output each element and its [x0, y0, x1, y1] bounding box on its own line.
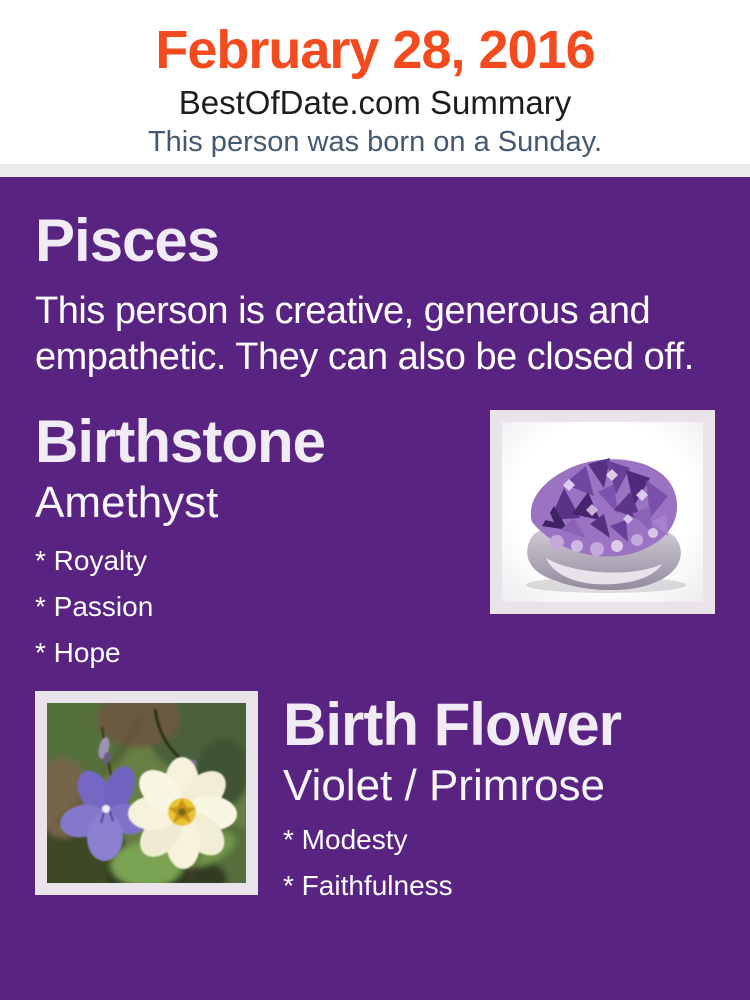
zodiac-description: This person is creative, generous and empathetic. They can also be closed off. — [35, 290, 694, 378]
birth-flower-heading: Birth Flower — [283, 691, 622, 758]
amethyst-crystal-photo — [490, 410, 715, 614]
site-summary-line: BestOfDate.com Summary — [178, 84, 572, 121]
trait-item: * Modesty — [283, 824, 408, 855]
trait-item: * Passion — [35, 591, 154, 622]
birth-flower-traits — [283, 824, 621, 902]
birth-flower-text — [283, 691, 621, 916]
birthstone-heading: Birthstone — [35, 408, 325, 475]
violet-primrose-photo — [35, 691, 258, 895]
weekday-line: This person was born on a Sunday. — [147, 126, 603, 158]
date-title: February 28, 2016 — [155, 20, 595, 80]
birthstone-section — [35, 410, 715, 683]
birth-flower-name: Violet / Primrose — [283, 761, 605, 810]
zodiac-section — [35, 209, 715, 380]
birthstone-name: Amethyst — [35, 478, 219, 527]
trait-item: * Royalty — [35, 545, 148, 576]
trait-item: * Faithfulness — [283, 870, 453, 901]
violet-primrose-illustration — [47, 703, 246, 883]
trait-item: * Hope — [35, 637, 121, 668]
page-header — [0, 0, 750, 164]
header-divider — [0, 164, 750, 177]
birthstone-traits — [35, 545, 325, 669]
amethyst-illustration — [502, 422, 703, 602]
zodiac-heading: Pisces — [35, 207, 220, 274]
summary-body — [0, 177, 750, 1000]
birth-flower-section — [35, 691, 715, 916]
birthstone-text — [35, 410, 325, 683]
